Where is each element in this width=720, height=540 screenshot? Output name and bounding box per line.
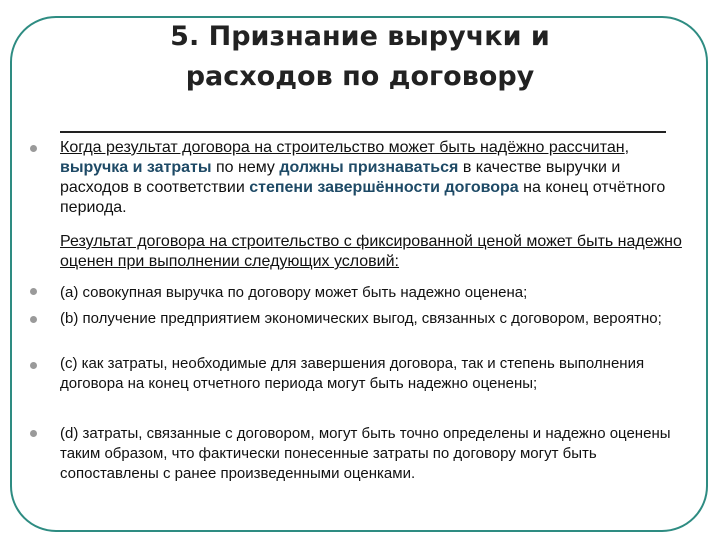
paragraph-fixed-price-conditions: Результат договора на строительство с фиксированной ценой может быть надежно оценен при выполнении следующих условий: — [60, 233, 682, 270]
highlight-term: выручка и затраты — [60, 159, 212, 176]
condition-item: (c) как затраты, необходимые для завершения договора, так и степень выполнения договора на конец отчетного периода могут быть надежно оценены; — [60, 355, 645, 392]
condition-item: (d) затраты, связанные с договором, могут быть точно определены и надежно оценены таким образом, что фактически понесенные затраты по договору могут быть сопоставлены с ранее произведенными оценками. — [60, 425, 671, 482]
bullet-dot — [30, 362, 37, 369]
slide-title-line2: расходов по договору — [185, 61, 535, 92]
text-run: в качестве выручки и расходов в соответствии — [60, 159, 621, 196]
text-run: , — [624, 139, 630, 156]
slide-title-line1: 5. Признание выручки и — [170, 21, 550, 52]
condition-item: (b) получение предприятием экономических выгод, связанных с договором, вероятно; — [60, 310, 662, 327]
text-run: на конец отчётного периода. — [60, 179, 666, 216]
underlined-text: Когда результат договора на строительство может быть надёжно рассчитан — [60, 139, 625, 156]
title-underline-rule — [60, 131, 666, 133]
bullet-dot — [30, 430, 37, 437]
text-run: по нему — [211, 159, 280, 176]
bullet-dot — [30, 316, 37, 323]
highlight-term: должны признаваться — [279, 159, 459, 176]
bullet-dot — [30, 288, 37, 295]
bullet-dot — [30, 145, 37, 152]
highlight-term: степени завершённости договора — [249, 179, 519, 196]
paragraph-revenue-recognition — [60, 138, 690, 218]
condition-item: (a) совокупная выручка по договору может быть надежно оценена; — [60, 284, 528, 301]
